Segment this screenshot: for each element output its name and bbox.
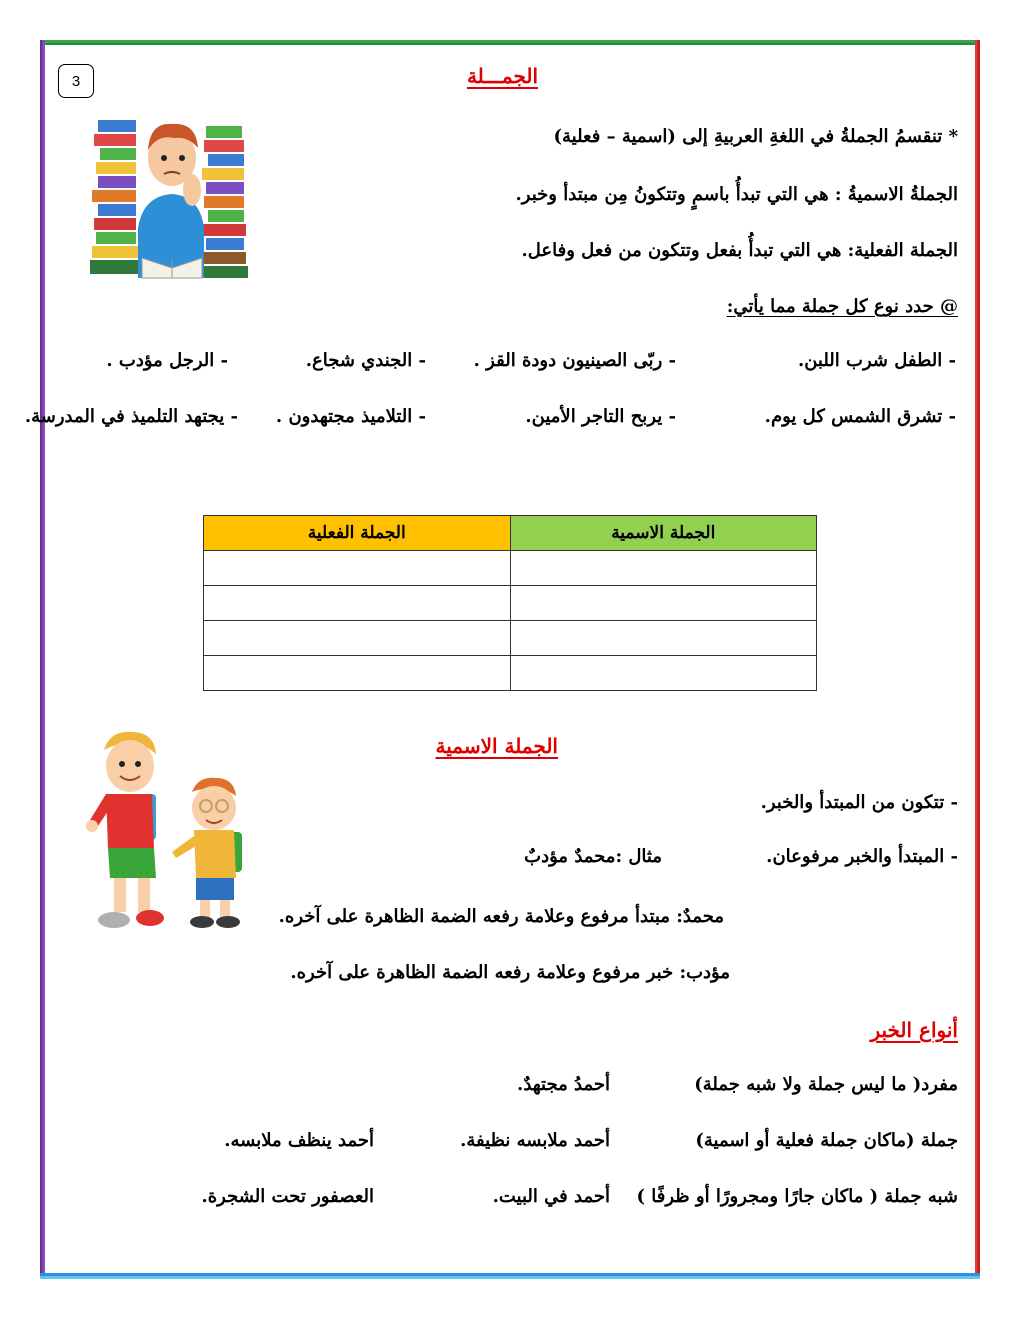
answer-cell-verbal[interactable] — [204, 621, 511, 656]
nominal-rule-2: - المبتدأ والخبر مرفوعان. — [766, 846, 958, 867]
page-number: 3 — [58, 64, 94, 98]
exercise-sentence: - التلاميذ مجتهدون . — [275, 406, 426, 427]
predicate-type-semi-example: العصفور تحت الشجرة. — [201, 1186, 374, 1207]
classification-table — [203, 515, 817, 691]
exercise-sentence: - يربح التاجر الأمين. — [525, 406, 676, 427]
section-title-nominal: الجملة الاسمية — [435, 734, 558, 758]
parse-predicate: مؤدب: خبر مرفوع وعلامة رفعه الضمة الظاهرة على آخره. — [290, 962, 730, 983]
table-row — [204, 656, 817, 691]
exercise-sentence: - الطفل شرب اللبن. — [797, 350, 956, 371]
parse-subject: محمدٌ: مبتدأ مرفوع وعلامة رفعه الضمة الظاهرة على آخره. — [278, 906, 724, 927]
answer-cell-nominal[interactable] — [510, 621, 817, 656]
predicate-type-sentence: جملة (ماكان جملة فعلية أو اسمية) — [695, 1130, 958, 1151]
table-header-nominal: الجملة الاسمية — [510, 516, 817, 551]
predicate-type-semi: شبه جملة ( ماكان جارًا ومجرورًا أو ظرفًا ) — [636, 1186, 958, 1207]
nominal-definition: الجملةُ الاسميةُ : هي التي تبدأُ باسمٍ وتتكونُ مِن مبتدأ وخبر. — [515, 184, 958, 205]
table-row — [204, 551, 817, 586]
exercise-sentence: - يجتهد التلميذ في المدرسة. — [24, 406, 238, 427]
nominal-example: مثال :محمدٌ مؤدبٌ — [524, 846, 662, 867]
answer-cell-nominal[interactable] — [510, 656, 817, 691]
answer-cell-verbal[interactable] — [204, 551, 511, 586]
children-illustration — [80, 728, 254, 940]
predicate-type-sentence-example: أحمد ينظف ملابسه. — [224, 1130, 374, 1151]
exercise-sentence: - ربّى الصينيون دودة القز . — [473, 350, 676, 371]
predicate-type-single-example: أحمدُ مجتهدٌ. — [517, 1074, 610, 1095]
table-row — [204, 586, 817, 621]
frame-bottom-border — [40, 1273, 980, 1279]
predicate-type-single: مفرد( ما ليس جملة ولا شبه جملة) — [694, 1074, 958, 1095]
intro-text: * تنقسمُ الجملةُ في اللغةِ العربيةِ إلى (اسمية – فعلية) — [553, 126, 958, 147]
verbal-definition: الجملة الفعلية: هي التي تبدأُ بفعل وتتكون من فعل وفاعل. — [521, 240, 958, 261]
frame-left-border — [40, 40, 45, 1279]
page-title: الجمـــلة — [466, 64, 538, 88]
predicate-type-semi-example: أحمد في البيت. — [492, 1186, 610, 1207]
nominal-rule-1: - تتكون من المبتدأ والخبر. — [760, 792, 958, 813]
table-header-verbal: الجملة الفعلية — [204, 516, 511, 551]
exercise-sentence: - الرجل مؤدب . — [106, 350, 228, 371]
predicate-type-sentence-example: أحمد ملابسه نظيفة. — [460, 1130, 610, 1151]
exercise-prompt: @ حدد نوع كل جملة مما يأتي: — [726, 296, 958, 317]
answer-cell-verbal[interactable] — [204, 656, 511, 691]
answer-cell-nominal[interactable] — [510, 551, 817, 586]
frame-right-border — [975, 40, 980, 1279]
exercise-sentence: - تشرق الشمس كل يوم. — [764, 406, 956, 427]
answer-cell-verbal[interactable] — [204, 586, 511, 621]
answer-cell-nominal[interactable] — [510, 586, 817, 621]
predicate-types-title: أنواع الخبر — [870, 1018, 958, 1042]
exercise-sentence: - الجندي شجاع. — [305, 350, 426, 371]
student-books-illustration — [88, 108, 254, 284]
table-row — [204, 621, 817, 656]
frame-top-border — [40, 40, 980, 45]
